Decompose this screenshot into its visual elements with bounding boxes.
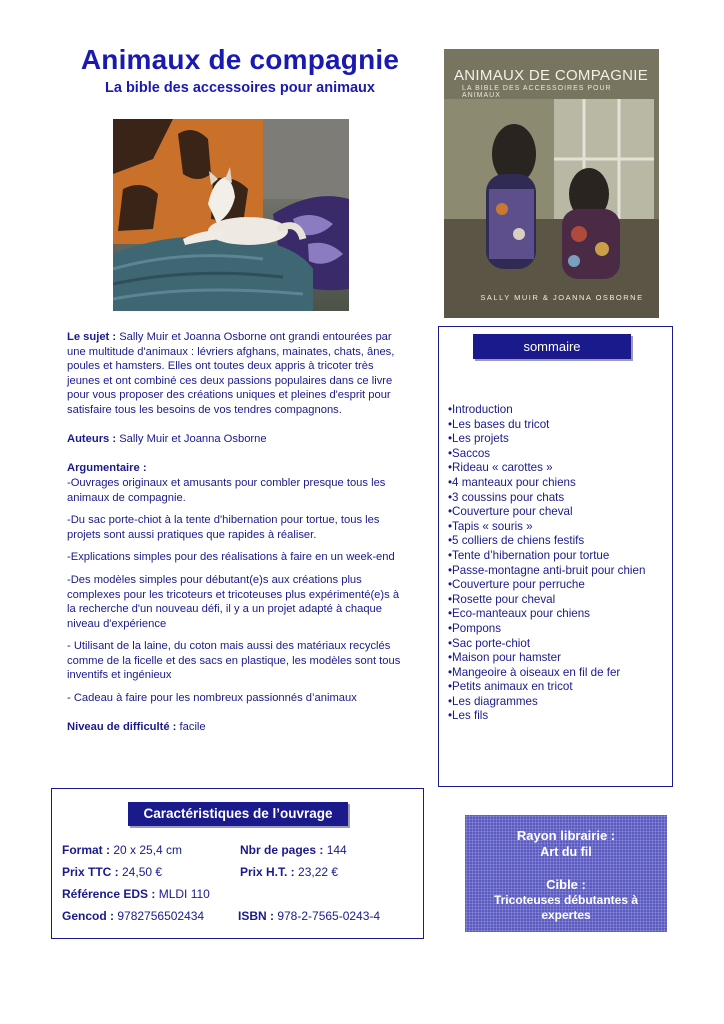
sommaire-item: •Maison pour hamster (448, 651, 561, 665)
sommaire-item: •Tente d’hibernation pour tortue (448, 548, 610, 562)
sommaire-item: •4 manteaux pour chiens (448, 475, 576, 489)
format-label: Format : (62, 843, 110, 857)
prix-ht-label: Prix H.T. : (240, 865, 295, 879)
reference-value: MLDI 110 (155, 887, 210, 901)
cible-value: Tricoteuses débutantes à expertes (493, 893, 639, 922)
rayon-box (465, 815, 667, 932)
rayon-label: Rayon librairie : (516, 828, 616, 843)
gencod-value: 9782756502434 (114, 909, 205, 923)
sommaire-item: •Les fils (448, 709, 489, 723)
gencod-row (62, 909, 204, 923)
prix-ht-value: 23,22 € (294, 865, 339, 879)
isbn-row (238, 909, 380, 923)
sommaire-header: sommaire (473, 334, 631, 359)
prix-ttc-label: Prix TTC : (62, 865, 119, 879)
prix-ht-row (240, 865, 338, 879)
niveau-label: Niveau de difficulté : (67, 721, 177, 734)
sommaire-item: •Petits animaux en tricot (448, 680, 573, 694)
sommaire-item: •Passe-montagne anti-bruit pour chien (448, 563, 646, 577)
auteurs-label: Auteurs : (67, 433, 117, 446)
sommaire-item: •Eco-manteaux pour chiens (448, 607, 590, 621)
argument-item: -Des modèles simples pour débutant(e)s aux créations plus complexes pour les tricoteurs et tricoteuses plus expérimenté(e)s à la recherche d'un nouveau défi, il y a un projet adapté à chaque niveau d'expérience (67, 573, 400, 630)
sommaire-item: •Tapis « souris » (448, 519, 533, 533)
argument-item: -Ouvrages originaux et amusants pour combler presque tous les animaux de compagnie. (67, 476, 386, 504)
niveau-paragraph (67, 720, 407, 735)
reference-row (62, 887, 210, 901)
sujet-text: Sally Muir et Joanna Osborne ont grandi entourées par une multitude d'animaux : lévriers afghans, mainates, chats, ânes, poules et hamsters. Elles ont toutes deux appris à tricoter très jeunes et ont combiné ces deux passions populaires dans ce livre pour vous proposer des créations uniques et pleines d'esprit pour satisfaire tous les besoins de vos tendres compagnons. (67, 331, 395, 416)
prix-ttc-row (62, 865, 162, 879)
page-title: Animaux de compagnie (80, 44, 400, 75)
sommaire-item: •Pompons (448, 621, 502, 635)
sommaire-item: •Les bases du tricot (448, 417, 550, 431)
sommaire-item: •Introduction (448, 403, 513, 416)
pages-value: 144 (323, 843, 347, 857)
pages-row (240, 843, 347, 857)
sommaire-item: •Couverture pour perruche (448, 578, 585, 592)
sujet-paragraph (67, 330, 407, 418)
prix-ttc-value: 24,50 € (118, 865, 163, 879)
rayon-value: Art du fil (540, 845, 592, 859)
reference-label: Référence EDS : (62, 887, 156, 901)
cover-authors: SALLY MUIR & JOANNA OSBORNE (480, 293, 644, 302)
niveau-text: facile (176, 721, 206, 734)
argument-item: - Utilisant de la laine, du coton mais aussi des matériaux recyclés comme de la ficelle et des sacs en plastique, les modèles sont tous inventifs et ingénieux (67, 640, 401, 682)
cible-label: Cible : (546, 877, 586, 892)
isbn-label: ISBN : (238, 909, 274, 923)
argument-item: - Cadeau à faire pour les nombreux passionnés d’animaux (67, 692, 357, 705)
sommaire-item: •Les diagrammes (448, 694, 538, 708)
cat-photo (113, 119, 349, 311)
pages-label: Nbr de pages : (240, 843, 324, 857)
sommaire-item: •Mangeoire à oiseaux en fil de fer (448, 665, 621, 679)
cover-title: ANIMAUX DE COMPAGNIE (454, 67, 649, 84)
sommaire-item: •Rideau « carottes » (448, 461, 553, 475)
sommaire-item: •Rosette pour cheval (448, 592, 556, 606)
gencod-label: Gencod : (62, 909, 115, 923)
format-value: 20 x 25,4 cm (110, 843, 183, 857)
sommaire-item: •Couverture pour cheval (448, 505, 573, 519)
sommaire-item: •Sac porte-chiot (448, 636, 531, 650)
description-column (67, 330, 407, 735)
auteurs-paragraph (67, 432, 407, 447)
sommaire-item: •3 coussins pour chats (448, 490, 565, 504)
format-row (62, 843, 182, 857)
book-cover (444, 49, 659, 318)
sommaire-item: •Les projets (448, 432, 509, 446)
isbn-value: 978-2-7565-0243-4 (274, 909, 381, 923)
argument-item: -Explications simples pour des réalisations à faire en un week-end (67, 551, 395, 564)
sommaire-item: •5 colliers de chiens festifs (448, 534, 585, 548)
auteurs-text: Sally Muir et Joanna Osborne (116, 433, 267, 446)
caracteristiques-header: Caractéristiques de l’ouvrage (128, 802, 348, 826)
sommaire-list (448, 403, 668, 724)
page-subtitle: La bible des accessoires pour animaux (105, 80, 375, 96)
argument-item: -Du sac porte-chiot à la tente d'hibernation pour tortue, tous les projets sont aussi pratiques que rapides à réaliser. (67, 514, 380, 541)
argumentaire-label: Argumentaire : (67, 462, 147, 475)
sommaire-item: •Saccos (448, 446, 491, 460)
sujet-label: Le sujet : (67, 331, 117, 343)
cover-subtitle: LA BIBLE DES ACCESSOIRES POUR ANIMAUX (462, 85, 612, 99)
